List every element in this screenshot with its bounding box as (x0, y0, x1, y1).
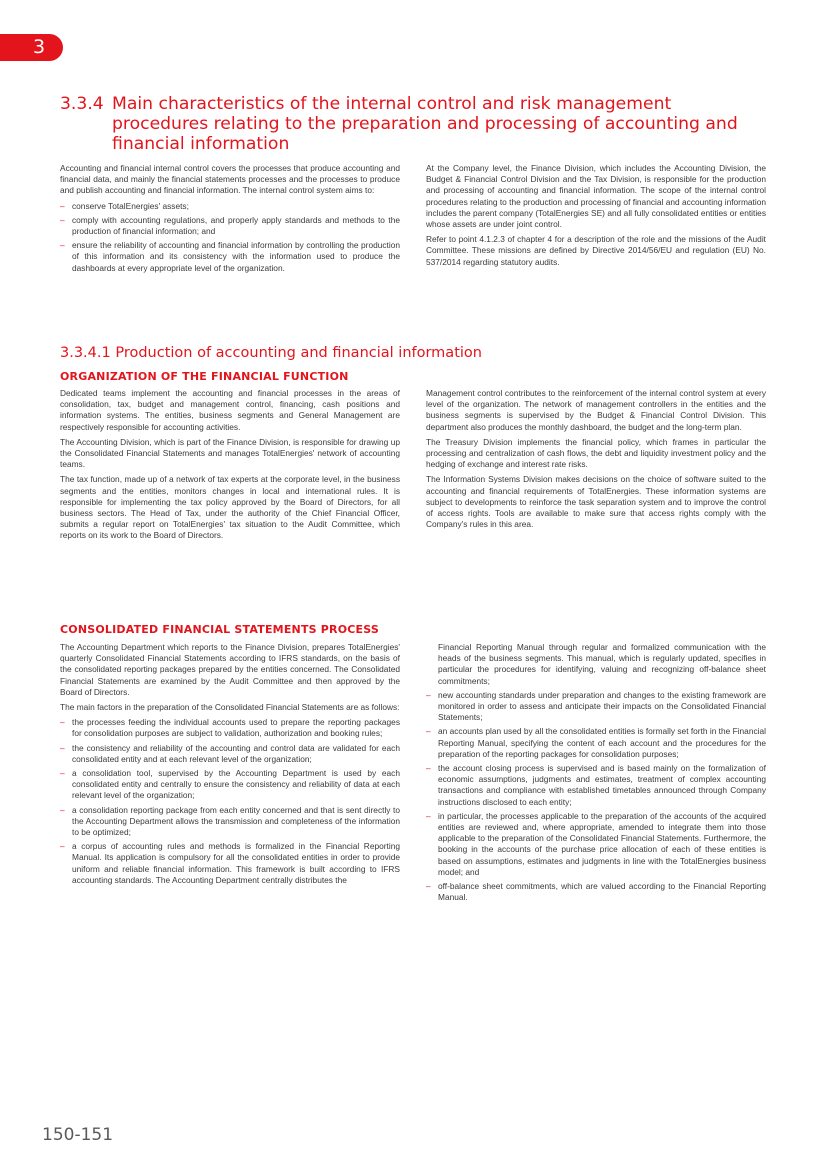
consol-bullet-list (60, 717, 400, 886)
paragraph: At the Company level, the Finance Division, which includes the Accounting Division, the Budget & Financial Control Division and the Tax Division, is responsible for the production and processing of accounting and financial information. The scope of the internal control procedures relating to the production and processing of financial and accounting information includes the parent company (TotalEnergies SE) and all fully consolidated entities or entities whose assets are under joint control. (426, 163, 766, 230)
intro-bullet-list (60, 201, 400, 274)
list-item: – the account closing process is supervised and is based mainly on the formalization of economic assumptions, judgments and estimates, treatment of complex accounting transactions and compliance with established timetables announced through Company instructions disclosed to each entity; (426, 763, 766, 808)
consol-right-bullet-list (426, 690, 766, 904)
paragraph: The Accounting Department which reports to the Finance Division, prepares TotalEnergies' quarterly Consolidated Financial Statements according to IFRS standards, on the basis of the consolidated reporting packages prepared by the entities concerned. The Consolidated Financial Statements are examined by the Audit Committee and then approved by the Board of Directors. (60, 642, 400, 697)
list-item: – a corpus of accounting rules and methods is formalized in the Financial Reporting Manual. Its application is compulsory for all the consolidated entities in order to provide uniform and reliable financial information. This framework is built according to IFRS accounting standards. The Accounting Department centrally distributes the (60, 841, 400, 886)
list-item: – a consolidation tool, supervised by the Accounting Department is used by each consolidated entity and centrally to ensure the consistency and reliability of data at each relevant level of the organization; (60, 768, 400, 802)
intro-paragraph: Accounting and financial internal control covers the processes that produce accounting and financial data, and mainly the financial statements processes and the processes to produce and publish accounting and financial information. The internal control system aims to: (60, 163, 400, 196)
list-item: – conserve TotalEnergies' assets; (60, 201, 400, 212)
list-item: – a consolidation reporting package from each entity concerned and that is sent directly to the Accounting Department allows the transmission and completeness of the information to be optimized; (60, 805, 400, 839)
list-item: – comply with accounting regulations, and properly apply standards and methods to the production of financial information; and (60, 215, 400, 237)
org-heading: ORGANIZATION OF THE FINANCIAL FUNCTION (60, 370, 349, 383)
intro-left-column (60, 163, 400, 278)
chapter-tab (0, 34, 63, 61)
paragraph: Dedicated teams implement the accounting and financial processes in the areas of consolidation, tax, budget and management control, financing, cash positions and information systems. The entities, business segments and General Management are respectively responsible for accounting activities. (60, 388, 400, 432)
list-item: – off-balance sheet commitments, which are valued according to the Financial Reporting Manual. (426, 881, 766, 903)
list-item: – the processes feeding the individual accounts used to prepare the reporting packages for consolidation purposes are subject to validation, authorization and booking rules; (60, 717, 400, 739)
consol-heading: CONSOLIDATED FINANCIAL STATEMENTS PROCESS (60, 623, 380, 636)
paragraph: The Treasury Division implements the financial policy, which frames in particular the processing and centralization of cash flows, the debt and liquidity investment policy and the hedging of exchange and interest rate risks. (426, 436, 766, 470)
org-right-column (426, 388, 766, 534)
intro-right-column (426, 163, 766, 272)
section-title (60, 94, 760, 154)
org-left-column (60, 388, 400, 546)
consol-right-column (426, 642, 766, 907)
page-number: 150-151 (42, 1125, 114, 1145)
chapter-number: 3 (33, 36, 46, 58)
paragraph: The main factors in the preparation of the Consolidated Financial Statements are as follows: (60, 702, 400, 713)
list-item: – an accounts plan used by all the consolidated entities is formally set forth in the Financial Reporting Manual, specifying the content of each account and the procedures for the preparation of the reporting packages for consolidation purposes; (426, 726, 766, 760)
continuation-paragraph: Financial Reporting Manual through regular and formalized communication with the heads of the business segments. This manual, which is regularly updated, specifies in particular the procedures for identifying, valuing and recognizing off-balance sheet commitments; (438, 642, 766, 686)
paragraph: Management control contributes to the reinforcement of the internal control system at every level of the organization. The network of management controllers in the entities and the business segments is supervised by the Budget & Financial Control Division. This department also produces the monthly dashboard, the budget and the long-term plan. (426, 388, 766, 432)
paragraph: The Accounting Division, which is part of the Finance Division, is responsible for drawing up the Consolidated Financial Statements and manages TotalEnergies' network of accounting teams. (60, 436, 400, 470)
list-item: – in particular, the processes applicable to the preparation of the accounts of the acquired entities are reviewed and, where appropriate, amended to integrate them into those applicable to the preparation of the Consolidated Financial Statements. Furthermore, the booking in the accounts of the purchase price allocation of each of these entities is based on assumptions, estimates and judgments in line with the TotalEnergies business model; and (426, 811, 766, 878)
paragraph: The Information Systems Division makes decisions on the choice of software suited to the accounting and financial requirements of TotalEnergies. These information systems are subject to developments to reinforce the task separation system and to improve the control of access rights. Tools are available to make sure that access rights comply with the Company's rules in this area. (426, 474, 766, 530)
list-item: – new accounting standards under preparation and changes to the existing framework are monitored in order to assess and anticipate their impacts on the Consolidated Financial Statements; (426, 690, 766, 724)
consol-left-column (60, 642, 400, 890)
list-item: – the consistency and reliability of the accounting and control data are validated for each consolidated entity and at each relevant level of the organization; (60, 743, 400, 765)
list-item: – ensure the reliability of accounting and financial information by controlling the production of this information and its consistency with the information used to produce the dashboards at every appropriate level of the organization. (60, 240, 400, 274)
subsection-title: 3.3.4.1 Production of accounting and financial information (60, 345, 482, 361)
section-title-text: Main characteristics of the internal control and risk management procedures relating to the preparation and processing of accounting and financial information (112, 94, 738, 154)
paragraph: The tax function, made up of a network of tax experts at the corporate level, in the business segments and the entities, monitors changes in local and international rules. It is responsible for implementing the tax policy approved by the Board of Directors, for all business sectors. The Head of Tax, under the authority of the Chief Financial Officer, submits a regular report on TotalEnergies' tax situation to the Audit Committee, which reports on its work to the Board of Directors. (60, 474, 400, 541)
section-number: 3.3.4 (60, 94, 104, 114)
paragraph: Refer to point 4.1.2.3 of chapter 4 for a description of the role and the missions of the Audit Committee. These missions are defined by Directive 2014/56/EU and regulation (EU) No. 537/2014 regarding statutory audits. (426, 234, 766, 267)
